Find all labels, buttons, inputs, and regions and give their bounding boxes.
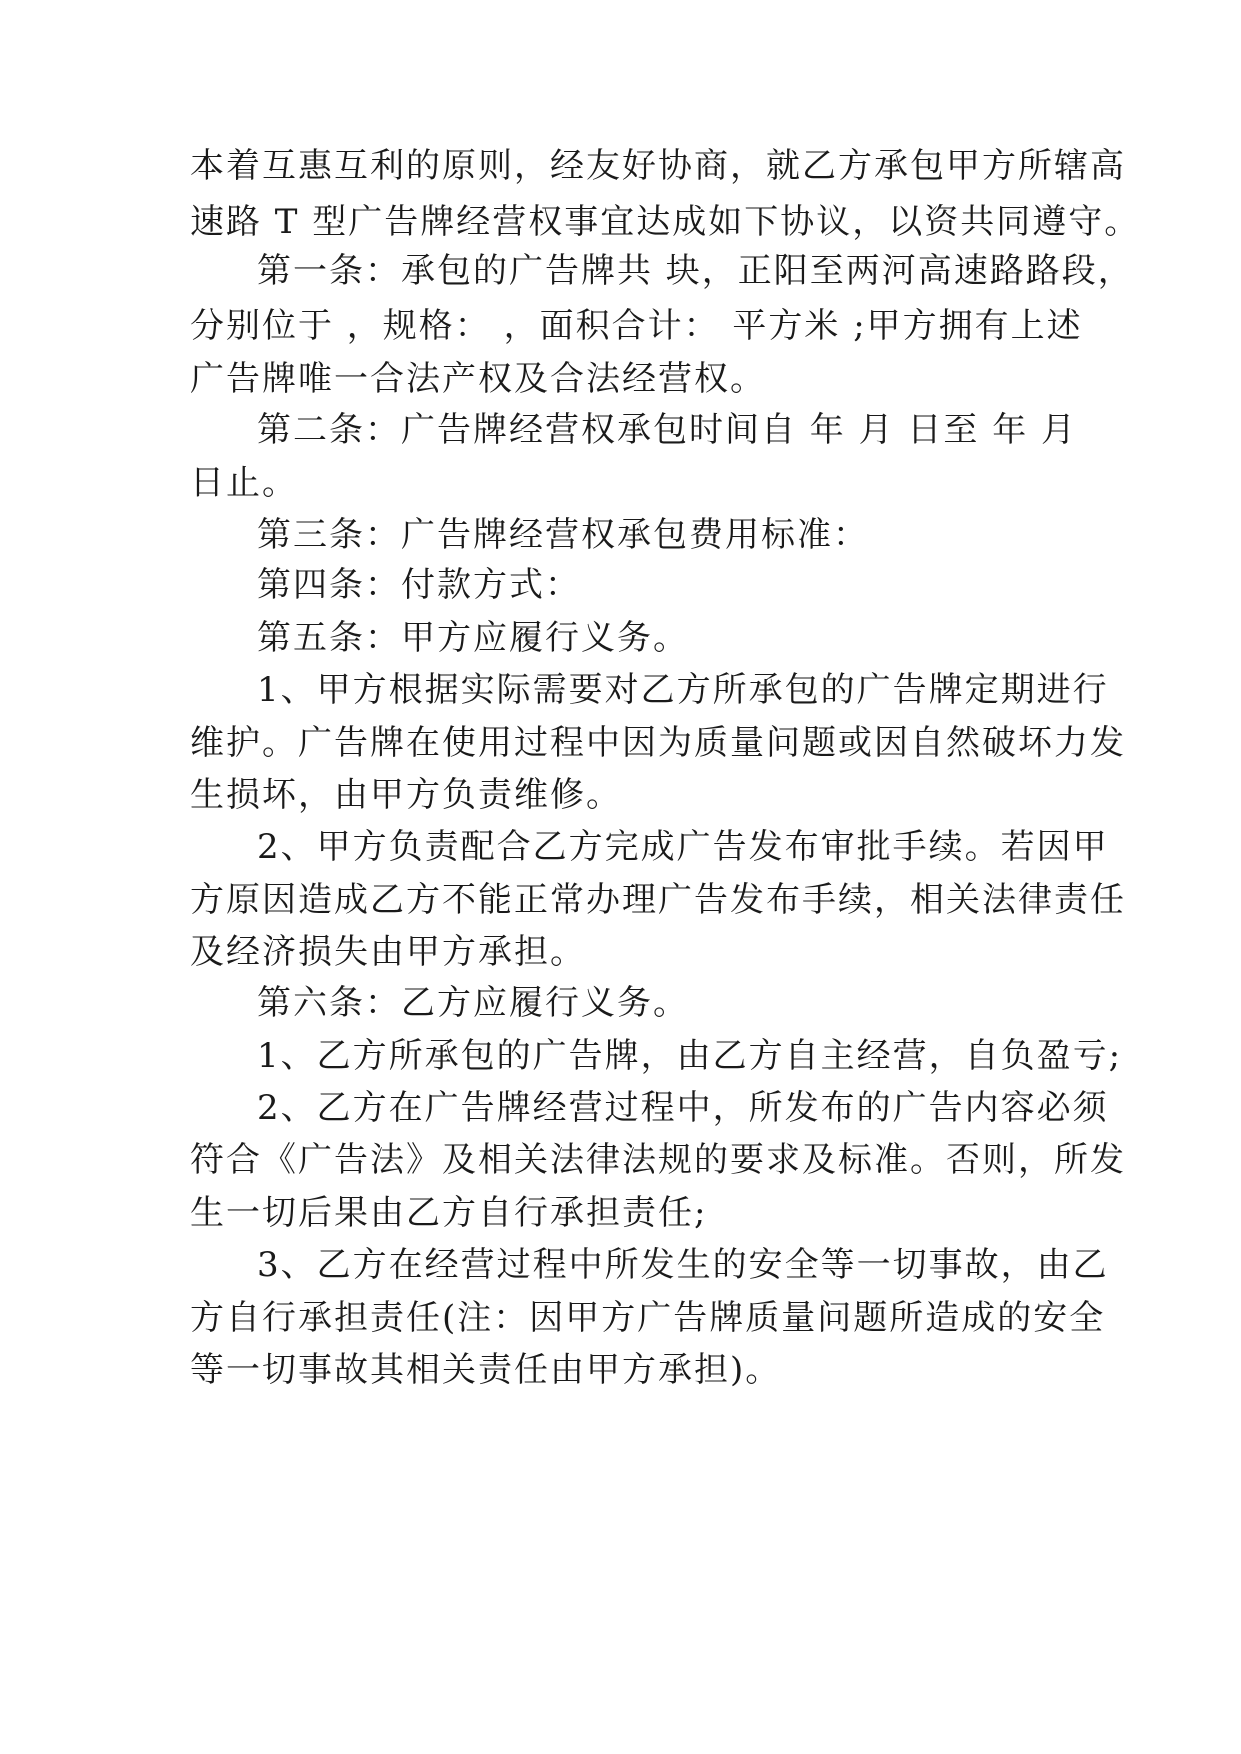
article-4-line: 第四条：付款方式： — [257, 565, 581, 605]
paragraph-line: 速路 T 型广告牌经营权事宜达成如下协议，以资共同遵守。 — [190, 202, 1141, 242]
article-6-item-3-line: 方自行承担责任(注：因甲方广告牌质量问题所造成的安全 — [190, 1298, 1106, 1338]
paragraph-line: 本着互惠互利的原则，经友好协商，就乙方承包甲方所辖高 — [190, 146, 1126, 186]
article-5-item-1-line: 生损坏，由甲方负责维修。 — [190, 775, 622, 815]
article-6-item-3-line: 等一切事故其相关责任由甲方承担)。 — [190, 1350, 782, 1390]
article-5-item-1-line: 维护。广告牌在使用过程中因为质量问题或因自然破坏力发 — [190, 723, 1126, 763]
article-6-item-2-line: 生一切后果由乙方自行承担责任; — [190, 1193, 708, 1233]
article-5-line: 第五条：甲方应履行义务。 — [257, 618, 689, 658]
article-6-item-1-line: 1、乙方所承包的广告牌，由乙方自主经营，自负盈亏; — [257, 1036, 1123, 1076]
article-2-line: 日止。 — [190, 463, 298, 503]
article-5-item-2-line: 方原因造成乙方不能正常办理广告发布手续，相关法律责任 — [190, 880, 1126, 920]
article-3-line: 第三条：广告牌经营权承包费用标准： — [257, 515, 869, 555]
article-6-line: 第六条：乙方应履行义务。 — [257, 983, 689, 1023]
article-1-line: 第一条：承包的广告牌共 块，正阳至两河高速路路段， — [257, 251, 1134, 291]
article-1-line: 广告牌唯一合法产权及合法经营权。 — [190, 359, 766, 399]
article-1-line: 分别位于 ，规格： ，面积合计： 平方米 ;甲方拥有上述 — [190, 306, 1083, 346]
article-5-item-2-line: 2、甲方负责配合乙方完成广告发布审批手续。若因甲 — [257, 827, 1109, 867]
article-2-line: 第二条：广告牌经营权承包时间自 年 月 日至 年 月 — [257, 410, 1078, 450]
article-5-item-2-line: 及经济损失由甲方承担。 — [190, 932, 586, 972]
article-6-item-3-line: 3、乙方在经营过程中所发生的安全等一切事故，由乙 — [257, 1245, 1109, 1285]
article-6-item-2-line: 符合《广告法》及相关法律法规的要求及标准。否则，所发 — [190, 1140, 1126, 1180]
article-5-item-1-line: 1、甲方根据实际需要对乙方所承包的广告牌定期进行 — [257, 670, 1109, 710]
article-6-item-2-line: 2、乙方在广告牌经营过程中，所发布的广告内容必须 — [257, 1088, 1109, 1128]
